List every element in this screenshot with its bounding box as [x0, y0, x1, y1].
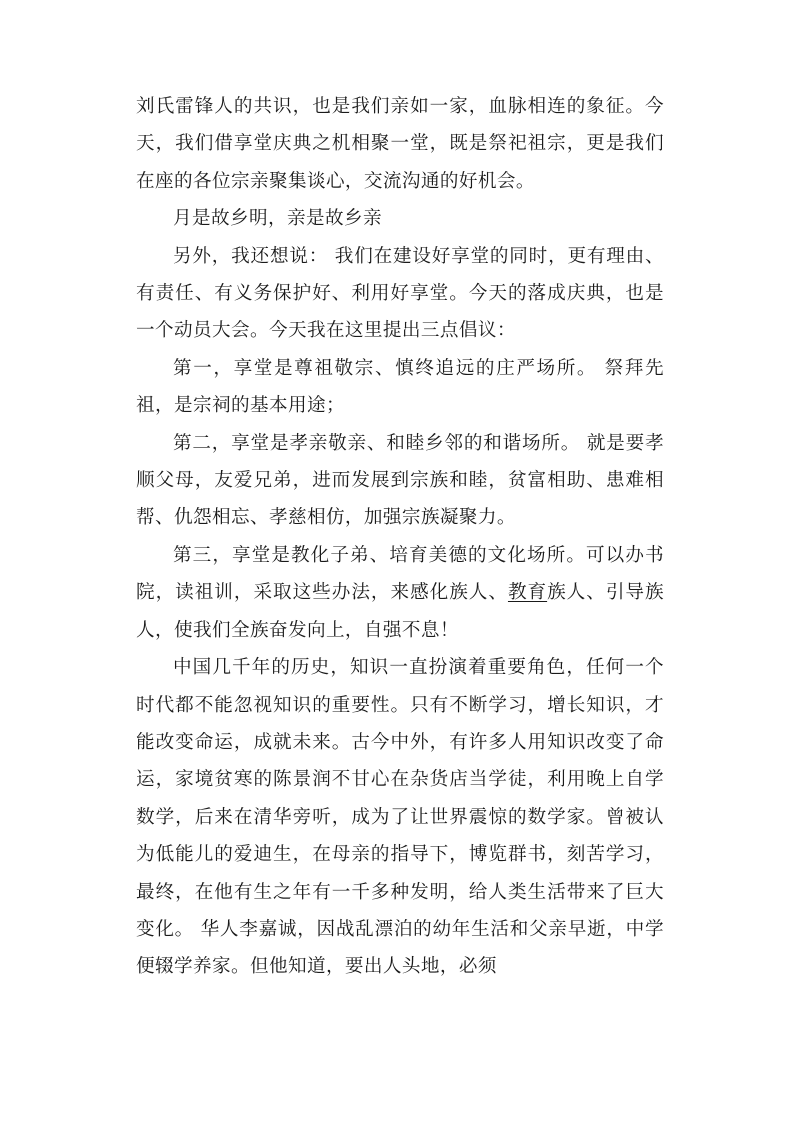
paragraph-3: 另外，我还想说： 我们在建设好享堂的同时，更有理由、有责任、有义务保护好、利用好享堂。今天的落成庆典，也是一个动员大会。今天我在这里提出三点倡议：	[136, 245, 664, 342]
paragraph-6-text-after: 族人、引导族人，使我们全族奋发向上，自强不息！	[136, 582, 664, 641]
document-body	[136, 88, 664, 986]
underlined-link-text[interactable]: 教育	[507, 582, 548, 604]
paragraph-1: 刘氏雷锋人的共识，也是我们亲如一家，血脉相连的象征。今天，我们借享堂庆典之机相聚一堂，既是祭祀祖宗，更是我们在座的各位宗亲聚集谈心，交流沟通的好机会。	[136, 96, 664, 192]
paragraph-5: 第二，享堂是孝亲敬亲、和睦乡邻的和谐场所。 就是要孝顺父母，友爱兄弟，进而发展到宗族和睦，贫富相助、患难相帮、仇怨相忘、孝慈相仿，加强宗族凝聚力。	[136, 432, 664, 529]
paragraph-6-text-before: 第三，享堂是教化子弟、培育美德的文化场所。可以办书院，读祖训，采取这些办法，来感化族人、	[136, 544, 664, 604]
paragraph-6	[136, 537, 664, 649]
paragraph-7: 中国几千年的历史，知识一直扮演着重要角色，任何一个时代都不能忽视知识的重要性。只有不断学习，增长知识，才能改变命运，成就未来。古今中外，有许多人用知识改变了命运，家境贫寒的陈景润不甘心在杂货店当学徒，利用晚上自学数学，后来在清华旁听，成为了让世界震惊的数学家。曾被认为低能儿的爱迪生，在母亲的指导下，博览群书，刻苦学习，最终，在他有生之年有一千多种发明，给人类生活带来了巨大变化。 华人李嘉诚，因战乱漂泊的幼年生活和父亲早逝，中学便辍学养家。但他知道，要出人头地，必须	[136, 657, 664, 978]
paragraph-2: 月是故乡明，亲是故乡亲	[173, 208, 382, 230]
paragraph-4: 第一，享堂是尊祖敬宗、慎终追远的庄严场所。 祭拜先祖，是宗祠的基本用途；	[136, 357, 664, 417]
